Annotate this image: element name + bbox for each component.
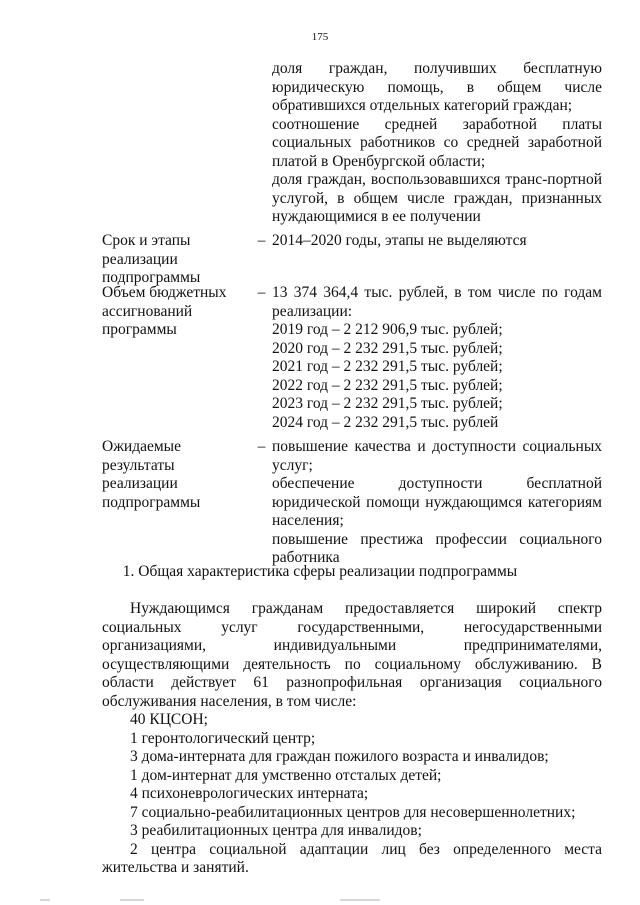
row-dash: – (257, 232, 266, 249)
list-item: 1 геронтологический центр; (130, 729, 316, 747)
scan-edge-artifact (40, 897, 560, 903)
value-line: 2014–2020 годы, этапы не выделяются (272, 232, 527, 249)
row-dash: – (257, 438, 266, 455)
row-label: Ожидаемые результаты реализации подпрограммы (102, 438, 201, 511)
passport-row-budget (102, 284, 602, 431)
indicator-line: доля граждан, получивших бесплатную юридическую помощь, в общем числе обратившихся отдельных категорий граждан; (272, 60, 602, 114)
row-label: Объем бюджетных ассигнований программы (102, 284, 227, 338)
indicator-line: доля граждан, воспользовавшихся транс-портной услугой, в общем числе граждан, признанных нуждающимися в ее получении (272, 171, 602, 225)
row-dash: – (257, 284, 266, 301)
value-line: 2019 год – 2 212 906,9 тыс. рублей; (272, 321, 503, 338)
value-line: 2024 год – 2 232 291,5 тыс. рублей (272, 413, 499, 431)
list-item: 3 дома-интерната для граждан пожилого возраста и инвалидов; (130, 748, 549, 765)
passport-row-results (102, 438, 602, 566)
value-line: обеспечение доступности бесплатной юридической помощи нуждающимся категориям населения; (272, 475, 602, 529)
value-line: повышение престижа профессии социального работника (272, 530, 602, 566)
value-line: повышение качества и доступности социальных услуг; (272, 438, 602, 474)
continuation-block (272, 60, 602, 227)
value-line: 2023 год – 2 232 291,5 тыс. рублей; (272, 395, 503, 412)
row-value (272, 284, 602, 432)
list-item: 2 центра социальной адаптации лиц без определенного места жительства и занятий. (102, 840, 602, 876)
section-body (102, 600, 602, 878)
list-item: 1 дом-интернат для умственно отсталых детей; (130, 766, 442, 784)
value-line: 2022 год – 2 232 291,5 тыс. рублей; (272, 376, 503, 394)
value-line: 2021 год – 2 232 291,5 тыс. рублей; (272, 358, 503, 375)
section-title: 1. Общая характеристика сферы реализации подпрограммы (122, 563, 518, 580)
value-line: 13 374 364,4 тыс. рублей, в том числе по годам реализации: (272, 284, 602, 320)
list-item: 3 реабилитационных центра для инвалидов; (130, 822, 422, 839)
indicator-line: соотношение средней заработной платы социальных работников со средней заработной платой в Оренбургской области; (272, 115, 602, 170)
value-line: 2020 год – 2 232 291,5 тыс. рублей; (272, 339, 503, 357)
list-item: 4 психоневрологических интерната; (130, 785, 369, 802)
row-value (272, 438, 602, 568)
row-value (272, 232, 602, 251)
page-number: 175 (311, 31, 329, 43)
list-item: 40 КЦСОН; (130, 711, 208, 728)
intro-paragraph: Нуждающимся гражданам предоставляется широкий спектр социальных услуг государственными, негосударственными организациями, индивидуальными предпринимателями, осуществляющими деятельность по социальному обслуживанию. В области действует 61 разнопрофильная организация социального обслуживания населения, в том числе: (102, 600, 602, 710)
row-label: Срок и этапы реализации подпрограммы (102, 232, 201, 286)
list-item: 7 социально-реабилитационных центров для несовершеннолетних; (130, 803, 576, 821)
passport-row-term (102, 232, 602, 286)
